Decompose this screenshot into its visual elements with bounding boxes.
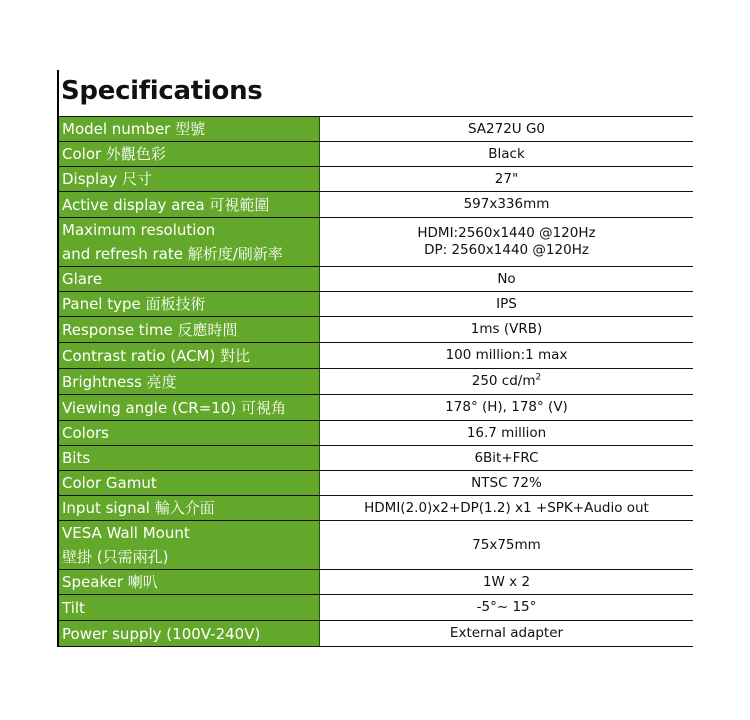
spec-value [320,621,693,646]
spec-value-text: 27" [494,170,519,187]
spec-value-text: 75x75mm [472,536,541,553]
spec-label [59,117,320,141]
spec-label [59,446,320,470]
spec-value [320,446,693,470]
spec-label-text: Maximum resolution [62,221,216,239]
spec-value-text: 16.7 million [466,424,547,441]
spec-value-text: No [497,270,516,287]
spec-value [320,343,693,368]
spec-label-text: Contrast ratio (ACM) 對比 [62,346,251,365]
spec-label [59,395,320,420]
page-title: Specifications [61,76,263,106]
spec-value [320,167,693,191]
spec-value [320,395,693,420]
spec-label-text: and refresh rate 解析度/刷新率 [62,245,283,263]
spec-value-text: HDMI(2.0)x2+DP(1.2) x1 +SPK+Audio out [364,499,649,516]
spec-label [59,421,320,445]
spec-row [59,267,693,292]
spec-label-text: Tilt [62,598,85,617]
spec-label-text: Model number 型號 [62,120,206,138]
spec-label [59,621,320,646]
spec-label-text: Input signal 輸入介面 [62,499,215,517]
spec-label-text: Power supply (100V-240V) [62,624,261,643]
spec-label [59,167,320,191]
spec-label-text: Speaker 喇叭 [62,573,158,591]
spec-row [59,521,693,570]
spec-value-text: -5°~ 15° [476,599,537,615]
spec-label-text: Color Gamut [62,474,157,492]
spec-value [320,292,693,316]
spec-row [59,369,693,395]
spec-row [59,496,693,521]
spec-row [59,192,693,218]
spec-row [59,621,693,647]
spec-value-text: 1ms (VRB) [470,321,543,337]
spec-row [59,471,693,496]
spec-row [59,292,693,317]
spec-label [59,496,320,520]
spec-label-text: Brightness 亮度 [62,372,177,391]
spec-value [320,521,693,569]
spec-label-text: Active display area 可視範圍 [62,195,270,214]
spec-value [320,496,693,520]
spec-value-superscript: 2 [535,372,542,383]
spec-label-text: Bits [62,449,91,467]
spec-value [320,142,693,166]
spec-label [59,369,320,394]
spec-value [320,317,693,342]
spec-row [59,570,693,595]
spec-row [59,167,693,192]
spec-label [59,192,320,217]
spec-value-text: 100 million:1 max [445,347,568,363]
spec-value-text: NTSC 72% [471,474,542,491]
spec-label [59,343,320,368]
spec-label [59,471,320,495]
spec-row [59,446,693,471]
spec-value [320,369,693,394]
spec-row [59,395,693,421]
title-rule [57,70,59,117]
spec-label [59,142,320,166]
spec-row [59,343,693,369]
spec-value [320,218,693,266]
spec-row [59,317,693,343]
spec-label-text: Panel type 面板技術 [62,295,206,313]
spec-label [59,292,320,316]
spec-label-text: Response time 反應時間 [62,320,238,339]
spec-value [320,570,693,594]
spec-label [59,570,320,594]
spec-label [59,521,320,569]
spec-value-text: External adapter [449,625,564,641]
spec-value [320,471,693,495]
spec-label-text: VESA Wall Mount [62,524,190,542]
spec-label [59,317,320,342]
spec-value-text: IPS [496,295,517,312]
spec-value-text: HDMI:2560x1440 @120Hz [417,225,596,241]
spec-value [320,421,693,445]
spec-value-text: 6Bit+FRC [474,449,539,466]
spec-value-text: 250 $cd/m^2$ [471,372,542,389]
spec-label [59,267,320,291]
spec-value-text: 1W x 2 [482,573,531,590]
spec-value-text: 178° (H), 178° (V) [445,399,568,415]
spec-value [320,117,693,141]
spec-table [57,116,693,647]
spec-row [59,142,693,167]
spec-label-text: Glare [62,270,103,288]
spec-value-text: 597x336mm [463,196,550,212]
spec-row [59,595,693,621]
spec-row [59,421,693,446]
spec-label-text: Viewing angle (CR=10) 可視角 [62,398,286,417]
spec-value [320,595,693,620]
spec-label-text: Colors [62,424,109,442]
spec-label-text: 壁掛 (只需兩孔) [62,548,169,566]
spec-label-text: Color 外觀色彩 [62,145,166,163]
spec-value-text: SA272U G0 [467,120,546,137]
spec-row [59,116,693,142]
spec-label [59,595,320,620]
spec-value-text: Black [488,145,525,162]
spec-value-text: DP: 2560x1440 @120Hz [424,242,589,258]
spec-value [320,267,693,291]
spec-label [59,218,320,266]
spec-row [59,218,693,267]
spec-value [320,192,693,217]
spec-label-text: Display 尺寸 [62,170,153,188]
